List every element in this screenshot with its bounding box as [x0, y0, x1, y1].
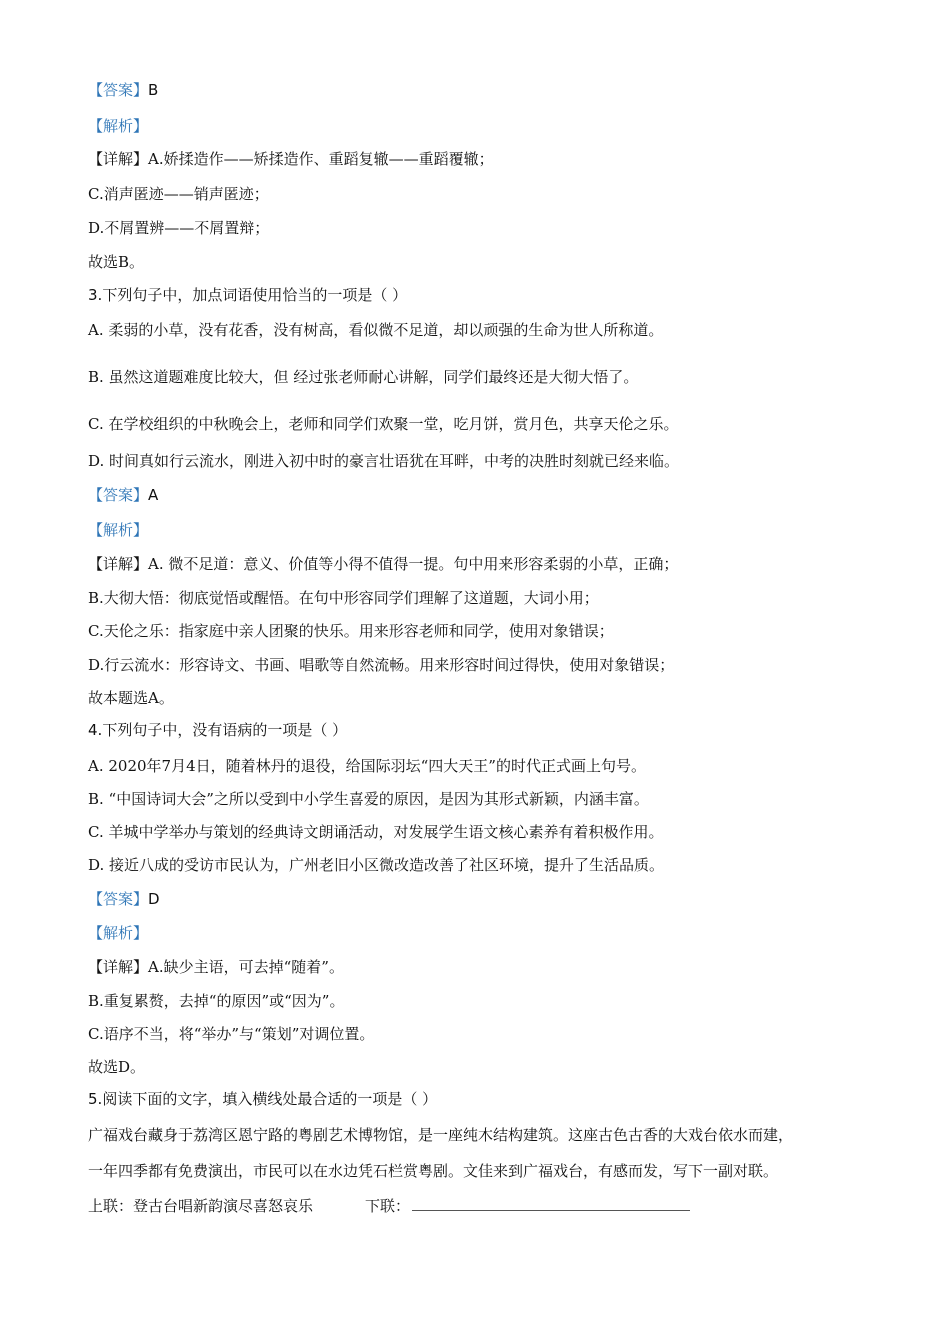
- answer-tag: 【答案】: [88, 890, 149, 908]
- detail-tag: 【详解】: [88, 958, 149, 976]
- q5-paragraph-line: 一年四季都有免费演出，市民可以在水边凭石栏赏粤剧。文佳来到广福戏台，有感而发，写下一副对联。: [88, 1162, 779, 1180]
- q3-stem: [88, 285, 407, 305]
- q3-detail-line: D.行云流水：形容诗文、书画、唱歌等自然流畅。用来形容时间过得快，使用对象错误；: [88, 656, 675, 674]
- q4-option-d: D. 接近八成的受访市民认为，广州老旧小区微改造改善了社区环境，提升了生活品质。: [88, 856, 665, 874]
- answer-tag: 【答案】: [88, 486, 149, 504]
- detail-tag: 【详解】: [88, 150, 149, 168]
- question-stem: 下列句子中，加点词语使用恰当的一项是（ ）: [102, 286, 408, 304]
- q4-conclusion: 故选D。: [88, 1058, 146, 1076]
- q4-stem: [88, 720, 347, 740]
- q3-option-b: B. 虽然这道题难度比较大，但 经过张老师耐心讲解，同学们最终还是大彻大悟了。: [88, 368, 639, 386]
- answer-blank[interactable]: [412, 1196, 690, 1211]
- answer-value: B: [148, 81, 159, 99]
- q3-answer-line: [88, 485, 158, 505]
- q5-stem: [88, 1089, 437, 1109]
- detail-text: A.娇揉造作——矫揉造作、重蹈复辙——重蹈覆辙；: [148, 150, 494, 168]
- q3-detail-line: C.天伦之乐：指家庭中亲人团聚的快乐。用来形容老师和同学，使用对象错误；: [88, 622, 614, 640]
- q5-paragraph-line: 广福戏台藏身于荔湾区恩宁路的粤剧艺术博物馆，是一座纯木结构建筑。这座古色古香的大戏台依水而建，: [88, 1126, 794, 1144]
- q4-analysis-tag: 【解析】: [88, 924, 149, 942]
- q2-detail-line: [88, 149, 494, 169]
- q3-detail-line: B.大彻大悟：彻底觉悟或醒悟。在句中形容同学们理解了这道题，大词小用；: [88, 589, 599, 607]
- answer-value: D: [148, 890, 160, 908]
- q4-detail-line: B.重复累赘，去掉“的原因”或“因为”。: [88, 992, 345, 1010]
- upper-couplet: 上联：登古台唱新韵演尽喜怒哀乐: [88, 1197, 314, 1215]
- q2-detail-line: C.消声匿迹——销声匿迹；: [88, 185, 269, 203]
- q4-detail-line: C.语序不当，将“举办”与“策划”对调位置。: [88, 1025, 375, 1043]
- q3-detail-line: [88, 554, 678, 574]
- q4-option-b: B. “中国诗词大会”之所以受到中小学生喜爱的原因，是因为其形式新颖，内涵丰富。: [88, 790, 649, 808]
- detail-tag: 【详解】: [88, 555, 149, 573]
- answer-tag: 【答案】: [88, 81, 149, 99]
- q4-answer-line: [88, 889, 160, 909]
- q2-detail-line: D.不屑置辨——不屑置辩；: [88, 219, 270, 237]
- question-stem: 阅读下面的文字，填入横线处最合适的一项是（ ）: [102, 1090, 438, 1108]
- detail-text: A. 微不足道：意义、价值等小得不值得一提。句中用来形容柔弱的小草，正确；: [148, 555, 679, 573]
- question-number: 5.: [88, 1090, 103, 1108]
- q4-option-a: A. 2020年7月4日，随着林丹的退役，给国际羽坛“四大天王”的时代正式画上句号。: [88, 757, 646, 775]
- answer-value: A: [148, 486, 159, 504]
- q2-analysis-tag: 【解析】: [88, 117, 149, 135]
- q4-detail-line: [88, 957, 344, 977]
- question-number: 4.: [88, 721, 103, 739]
- q3-analysis-tag: 【解析】: [88, 521, 149, 539]
- q3-conclusion: 故本题选A。: [88, 689, 174, 707]
- lower-couplet-label: 下联：: [365, 1197, 411, 1215]
- q3-option-d: D. 时间真如行云流水，刚进入初中时的豪言壮语犹在耳畔，中考的决胜时刻就已经来临。: [88, 452, 680, 470]
- q3-option-a: A. 柔弱的小草，没有花香，没有树高，看似微不足道，却以顽强的生命为世人所称道。: [88, 321, 664, 339]
- q2-conclusion: 故选B。: [88, 253, 145, 271]
- question-number: 3.: [88, 286, 103, 304]
- q2-answer-line: [88, 80, 158, 100]
- q4-option-c: C. 羊城中学举办与策划的经典诗文朗诵活动，对发展学生语文核心素养有着积极作用。: [88, 823, 664, 841]
- q5-couplet-line: [88, 1196, 690, 1216]
- q3-option-c: C. 在学校组织的中秋晚会上，老师和同学们欢聚一堂，吃月饼，赏月色，共享天伦之乐。: [88, 415, 679, 433]
- question-stem: 下列句子中，没有语病的一项是（ ）: [102, 721, 348, 739]
- detail-text: A.缺少主语，可去掉“随着”。: [148, 958, 344, 976]
